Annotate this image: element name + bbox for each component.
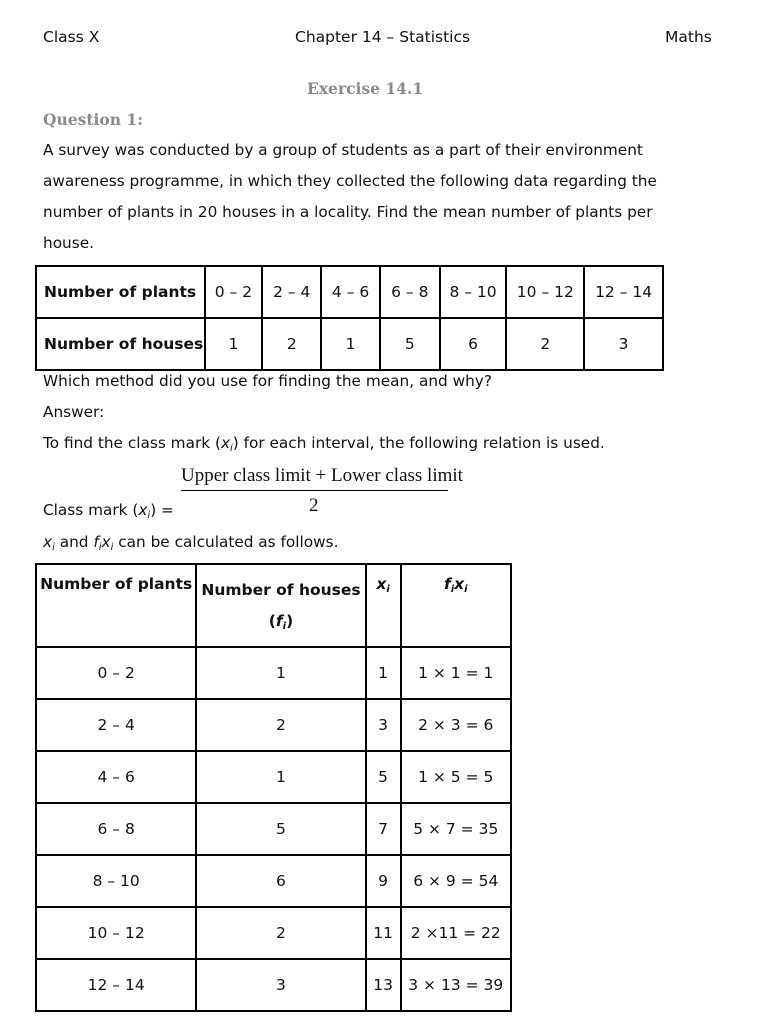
var-i: i bbox=[450, 584, 455, 595]
var-i: i bbox=[282, 621, 287, 632]
calc-line-after: can be calculated as follows. bbox=[113, 533, 339, 551]
col-header-houses-line1: Number of houses bbox=[201, 581, 361, 599]
col-header-houses bbox=[196, 564, 365, 647]
interval-cell: 10 – 12 bbox=[36, 907, 196, 959]
var-x: x bbox=[101, 533, 111, 551]
houses-cell: 3 bbox=[584, 318, 663, 370]
col-header-houses-line2 bbox=[197, 606, 364, 637]
product-cell: 6 × 9 = 54 bbox=[401, 855, 511, 907]
method-question: Which method did you use for finding the mean, and why? bbox=[43, 372, 492, 390]
paren-open: ( bbox=[268, 612, 276, 630]
table-row bbox=[36, 907, 511, 959]
table-header-row bbox=[36, 564, 511, 647]
frequency-cell: 6 bbox=[196, 855, 365, 907]
classmark-intro-before: To find the class mark ( bbox=[43, 434, 221, 452]
classmark-intro bbox=[43, 428, 605, 459]
calc-line bbox=[43, 527, 338, 558]
table-row bbox=[36, 647, 511, 699]
classmark-cell: 5 bbox=[366, 751, 401, 803]
interval-cell: 2 – 4 bbox=[36, 699, 196, 751]
formula-lhs bbox=[43, 495, 174, 526]
frequency-cell: 1 bbox=[196, 751, 365, 803]
formula-lhs-after: ) = bbox=[150, 501, 174, 519]
houses-cell: 5 bbox=[380, 318, 440, 370]
var-i: i bbox=[98, 542, 102, 553]
interval-cell: 6 – 8 bbox=[380, 266, 440, 318]
question-label: Question 1: bbox=[43, 110, 143, 129]
houses-cell: 2 bbox=[506, 318, 584, 370]
product-cell: 2 × 3 = 6 bbox=[401, 699, 511, 751]
frequency-cell: 2 bbox=[196, 907, 365, 959]
frequency-cell: 5 bbox=[196, 803, 365, 855]
product-cell: 1 × 1 = 1 bbox=[401, 647, 511, 699]
classmark-cell: 9 bbox=[366, 855, 401, 907]
table-row bbox=[36, 266, 663, 318]
classmark-cell: 1 bbox=[366, 647, 401, 699]
product-cell: 3 × 13 = 39 bbox=[401, 959, 511, 1011]
interval-cell: 8 – 10 bbox=[440, 266, 507, 318]
col-header-plants: Number of plants bbox=[36, 564, 196, 647]
formula-denominator: 2 bbox=[309, 495, 319, 516]
product-cell: 1 × 5 = 5 bbox=[401, 751, 511, 803]
plants-houses-table bbox=[35, 265, 664, 371]
row-header-plants: Number of plants bbox=[36, 266, 205, 318]
interval-cell: 6 – 8 bbox=[36, 803, 196, 855]
table-row bbox=[36, 699, 511, 751]
table-row bbox=[36, 751, 511, 803]
interval-cell: 8 – 10 bbox=[36, 855, 196, 907]
var-i: i bbox=[52, 542, 55, 553]
formula-numerator: Upper class limit + Lower class limit bbox=[181, 465, 463, 486]
var-x: x bbox=[376, 575, 387, 593]
calculation-table bbox=[35, 563, 512, 1012]
table-row bbox=[36, 959, 511, 1011]
var-i: i bbox=[230, 443, 233, 454]
question-line: awareness programme, in which they collected the following data regarding the bbox=[43, 172, 657, 190]
classmark-intro-after: ) for each interval, the following relation is used. bbox=[232, 434, 605, 452]
interval-cell: 10 – 12 bbox=[506, 266, 584, 318]
col-header-xi bbox=[366, 564, 401, 647]
classmark-cell: 13 bbox=[366, 959, 401, 1011]
var-x: x bbox=[138, 501, 148, 519]
interval-cell: 12 – 14 bbox=[36, 959, 196, 1011]
houses-cell: 1 bbox=[321, 318, 380, 370]
houses-cell: 2 bbox=[262, 318, 321, 370]
product-cell: 5 × 7 = 35 bbox=[401, 803, 511, 855]
interval-cell: 12 – 14 bbox=[584, 266, 663, 318]
classmark-cell: 11 bbox=[366, 907, 401, 959]
formula-lhs-before: Class mark ( bbox=[43, 501, 139, 519]
question-text bbox=[43, 135, 657, 259]
question-line: house. bbox=[43, 234, 94, 252]
var-i: i bbox=[386, 584, 390, 595]
answer-label: Answer: bbox=[43, 403, 105, 421]
var-i: i bbox=[110, 542, 114, 553]
header-subject: Maths bbox=[665, 28, 712, 46]
header-chapter: Chapter 14 – Statistics bbox=[295, 28, 471, 46]
interval-cell: 0 – 2 bbox=[205, 266, 263, 318]
header-class: Class X bbox=[43, 28, 100, 46]
question-line: A survey was conducted by a group of students as a part of their environment bbox=[43, 141, 643, 159]
var-x: x bbox=[220, 434, 230, 452]
var-f: f bbox=[275, 612, 283, 630]
calc-line-mid: and bbox=[54, 533, 94, 551]
paren-close: ) bbox=[286, 612, 294, 630]
fraction-bar bbox=[181, 490, 448, 491]
row-header-houses: Number of houses bbox=[36, 318, 205, 370]
houses-cell: 1 bbox=[205, 318, 263, 370]
interval-cell: 2 – 4 bbox=[262, 266, 321, 318]
table-row bbox=[36, 318, 663, 370]
interval-cell: 0 – 2 bbox=[36, 647, 196, 699]
var-x: x bbox=[43, 533, 53, 551]
var-i: i bbox=[464, 584, 468, 595]
frequency-cell: 2 bbox=[196, 699, 365, 751]
question-line: number of plants in 20 houses in a locality. Find the mean number of plants per bbox=[43, 203, 653, 221]
var-x: x bbox=[454, 575, 465, 593]
table-row bbox=[36, 803, 511, 855]
classmark-cell: 3 bbox=[366, 699, 401, 751]
interval-cell: 4 – 6 bbox=[321, 266, 380, 318]
product-cell: 2 ×11 = 22 bbox=[401, 907, 511, 959]
table-row bbox=[36, 855, 511, 907]
interval-cell: 4 – 6 bbox=[36, 751, 196, 803]
houses-cell: 6 bbox=[440, 318, 507, 370]
frequency-cell: 3 bbox=[196, 959, 365, 1011]
var-f: f bbox=[443, 575, 451, 593]
frequency-cell: 1 bbox=[196, 647, 365, 699]
var-f: f bbox=[93, 533, 99, 551]
var-i: i bbox=[147, 510, 151, 521]
exercise-title: Exercise 14.1 bbox=[307, 79, 424, 98]
classmark-cell: 7 bbox=[366, 803, 401, 855]
col-header-fixi bbox=[401, 564, 511, 647]
